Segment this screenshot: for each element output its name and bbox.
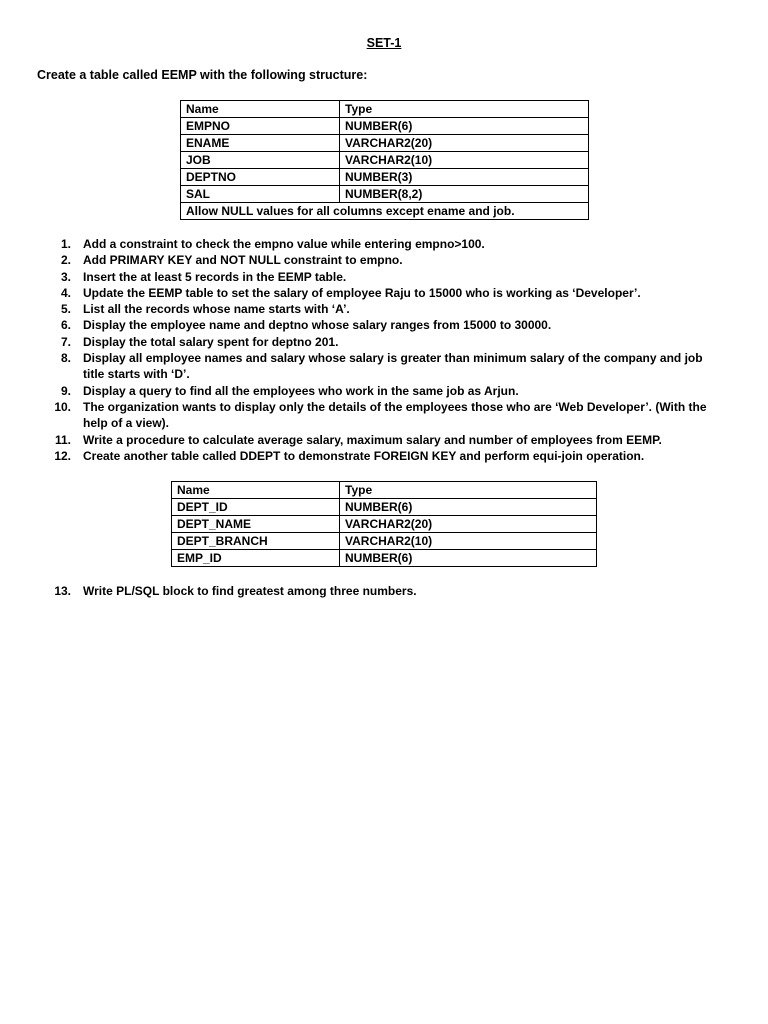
item-number: 6. [60,318,71,333]
field-name-cell: EMP_ID [172,550,340,567]
item-text: Display a query to find all the employees who work in the same job as Arjun. [83,383,519,398]
field-type-cell: NUMBER(3) [340,169,589,186]
field-name-cell: DEPT_BRANCH [172,533,340,550]
table-row [172,499,597,516]
item-number: 7. [60,334,71,349]
list-item [37,432,727,448]
item-text: Update the EEMP table to set the salary of employee Raju to 15000 who is working as ‘Developer’. [83,285,641,300]
column-header-name: Name [181,101,340,118]
field-type-cell: VARCHAR2(10) [340,533,597,550]
column-header-type: Type [340,482,597,499]
field-type-cell: VARCHAR2(20) [340,516,597,533]
item-text: Insert the at least 5 records in the EEMP table. [83,269,347,284]
list-item [37,399,727,432]
table-header-row [181,101,589,118]
item-text: Create another table called DDEPT to demonstrate FOREIGN KEY and perform equi-join operation. [83,448,645,463]
task-list-continued [37,583,727,599]
item-number: 11. [54,432,71,447]
item-text: List all the records whose name starts with ‘A’. [83,302,350,317]
field-name-cell: EMPNO [181,118,340,135]
list-item [37,350,727,383]
table-row [172,516,597,533]
item-number: 8. [60,351,71,366]
field-name-cell: ENAME [181,135,340,152]
table-row [172,533,597,550]
field-type-cell: NUMBER(6) [340,499,597,516]
item-number: 2. [60,253,71,268]
field-type-cell: VARCHAR2(20) [340,135,589,152]
table-note-row [181,203,589,220]
item-number: 1. [60,237,71,251]
column-header-name: Name [172,482,340,499]
list-item [37,285,727,301]
list-item [37,252,727,268]
column-header-type: Type [340,101,589,118]
field-name-cell: DEPT_ID [172,499,340,516]
item-text: The organization wants to display only the details of the employees those who are ‘Web Developer’. (With the help of a view). [83,399,707,431]
null-values-note: Allow NULL values for all columns except ename and job. [181,203,589,220]
eemp-structure-table [180,100,589,220]
ddept-structure-table [171,481,597,567]
item-number: 5. [60,302,71,317]
item-number: 13. [54,584,71,598]
list-item [37,317,727,333]
field-type-cell: NUMBER(6) [340,550,597,567]
list-item [37,334,727,350]
item-number: 12. [54,448,71,463]
list-item [37,383,727,399]
table-row [181,169,589,186]
table-row [172,550,597,567]
item-text: Write a procedure to calculate average salary, maximum salary and number of employees from EEMP. [83,432,662,447]
table-row [181,152,589,169]
field-name-cell: SAL [181,186,340,203]
table-row [181,118,589,135]
field-type-cell: VARCHAR2(10) [340,152,589,169]
field-name-cell: JOB [181,152,340,169]
item-text: Display the employee name and deptno whose salary ranges from 15000 to 30000. [83,318,552,333]
list-item [37,448,727,464]
item-number: 4. [60,285,71,300]
page-title [0,36,768,50]
task-list [37,236,727,464]
list-item [37,269,727,285]
item-number: 3. [60,269,71,284]
intro-text: Create a table called EEMP with the following structure: [37,68,368,82]
item-text: Add a constraint to check the empno value while entering empno>100. [83,237,485,251]
field-type-cell: NUMBER(6) [340,118,589,135]
item-text: Write PL/SQL block to find greatest among three numbers. [83,584,417,598]
table-header-row [172,482,597,499]
list-item [37,301,727,317]
field-name-cell: DEPT_NAME [172,516,340,533]
table-row [181,135,589,152]
item-text: Display all employee names and salary whose salary is greater than minimum salary of the company and job title starts with ‘D’. [83,351,703,382]
list-item [37,236,727,252]
item-number: 9. [60,383,71,398]
field-name-cell: DEPTNO [181,169,340,186]
page-title-text: SET-1 [366,36,402,50]
table-row [181,186,589,203]
item-number: 10. [54,399,71,414]
list-item [37,583,727,599]
item-text: Add PRIMARY KEY and NOT NULL constraint to empno. [83,253,403,268]
field-type-cell: NUMBER(8,2) [340,186,589,203]
item-text: Display the total salary spent for deptno 201. [83,334,339,349]
